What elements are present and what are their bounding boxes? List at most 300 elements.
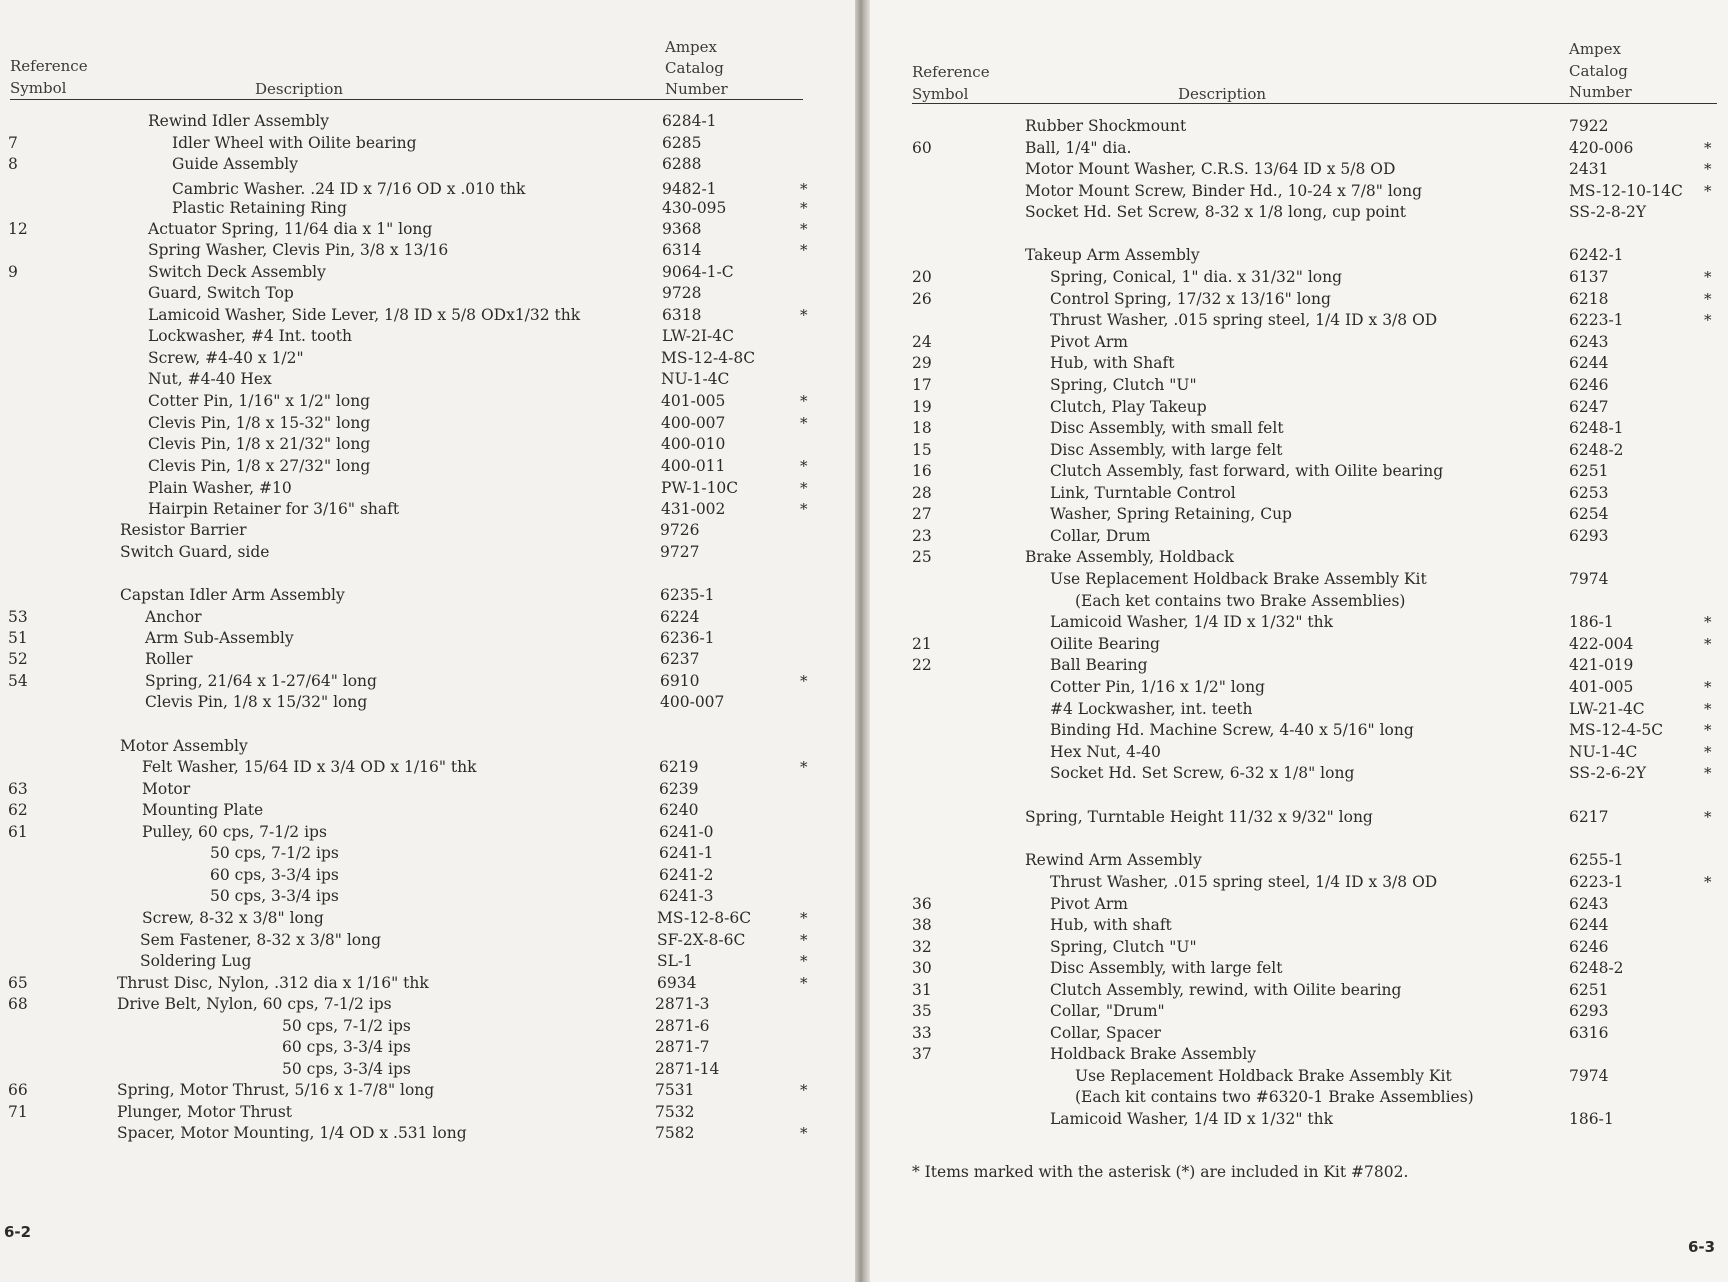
parts-row [0,585,855,606]
part-description: Soldering Lug [140,952,252,970]
parts-row [0,369,855,390]
part-description: Resistor Barrier [120,521,247,539]
catalog-number: 431-002 [661,500,726,518]
catalog-number: 6253 [1569,484,1609,502]
kit-asterisk: * [800,1081,808,1099]
parts-row [870,937,1728,958]
reference-symbol: 25 [912,548,932,566]
catalog-number: 6244 [1569,916,1609,934]
part-description: Screw, #4-40 x 1/2" [148,349,304,367]
reference-symbol: 17 [912,376,932,394]
parts-row [0,951,855,972]
catalog-number: 2871-3 [655,995,710,1013]
part-description: Holdback Brake Assembly [1050,1045,1257,1063]
parts-row [0,520,855,541]
reference-symbol: 32 [912,938,932,956]
part-description: Spring, Clutch "U" [1050,376,1197,394]
reference-symbol: 31 [912,981,932,999]
catalog-number: 6241-3 [659,887,714,905]
part-description: Cotter Pin, 1/16 x 1/2" long [1050,678,1265,696]
kit-asterisk: * [800,952,808,970]
parts-row [870,397,1728,418]
reference-symbol: 66 [8,1081,28,1099]
reference-symbol: 52 [8,650,28,668]
parts-row [0,843,855,864]
catalog-number: 6255-1 [1569,851,1624,869]
part-description: 60 cps, 3-3/4 ips [210,866,339,884]
catalog-number: 6293 [1569,1002,1609,1020]
parts-row [870,245,1728,266]
catalog-number: 401-005 [661,392,726,410]
parts-row [0,478,855,499]
part-description: Plain Washer, #10 [148,479,292,497]
page-number: 6-2 [4,1223,32,1241]
parts-row [870,181,1728,202]
part-description: Clutch Assembly, rewind, with Oilite bearing [1050,981,1402,999]
catalog-number: SF-2X-8-6C [657,931,746,949]
kit-asterisk: * [800,457,808,475]
catalog-number: 6316 [1569,1024,1609,1042]
part-description: Felt Washer, 15/64 ID x 3/4 OD x 1/16" thk [142,758,477,776]
header-symbol: Symbol [10,79,67,97]
part-description: Thrust Washer, .015 spring steel, 1/4 ID x 3/8 OD [1050,311,1438,329]
parts-row [0,154,855,175]
catalog-number: 430-095 [662,199,727,217]
catalog-number: 401-005 [1569,678,1634,696]
part-description: Spacer, Motor Mounting, 1/4 OD x .531 long [117,1124,467,1142]
part-description: 50 cps, 3-3/4 ips [210,887,339,905]
parts-row [0,1102,855,1123]
catalog-number: 6293 [1569,527,1609,545]
parts-row [0,1016,855,1037]
catalog-number: 6247 [1569,398,1609,416]
catalog-number: 7532 [655,1103,695,1121]
kit-asterisk: * [1704,721,1712,739]
part-description: Capstan Idler Arm Assembly [120,586,345,604]
parts-row [0,649,855,670]
reference-symbol: 29 [912,354,932,372]
catalog-number: 6242-1 [1569,246,1624,264]
kit-asterisk: * [1704,160,1712,178]
parts-row [0,391,855,412]
parts-row [0,219,855,240]
part-description: Switch Guard, side [120,543,270,561]
parts-row [870,461,1728,482]
kit-asterisk: * [1704,764,1712,782]
reference-symbol: 51 [8,629,28,647]
catalog-number: 186-1 [1569,1110,1614,1128]
catalog-number: 6246 [1569,376,1609,394]
catalog-number: 6243 [1569,333,1609,351]
kit-asterisk: * [800,479,808,497]
footnote: * Items marked with the asterisk (*) are included in Kit #7802. [912,1163,1409,1181]
parts-row [870,138,1728,159]
part-description: Hub, with Shaft [1050,354,1175,372]
parts-row [870,1044,1728,1065]
part-description: Guard, Switch Top [148,284,294,302]
catalog-number: 9728 [662,284,702,302]
part-description: Spring, 21/64 x 1-27/64" long [145,672,377,690]
parts-row [0,886,855,907]
parts-row [870,1001,1728,1022]
part-description: Socket Hd. Set Screw, 6-32 x 1/8" long [1050,764,1355,782]
parts-row [870,634,1728,655]
reference-symbol: 37 [912,1045,932,1063]
part-description: Binding Hd. Machine Screw, 4-40 x 5/16" long [1050,721,1414,739]
catalog-number: 400-011 [661,457,726,475]
part-description: Disc Assembly, with small felt [1050,419,1284,437]
catalog-number: 9064-1-C [662,263,734,281]
kit-asterisk: * [1704,743,1712,761]
catalog-number: 6237 [660,650,700,668]
catalog-number: 6137 [1569,268,1609,286]
parts-row [870,850,1728,871]
reference-symbol: 27 [912,505,932,523]
part-description: Anchor [145,608,202,626]
catalog-number: 6244 [1569,354,1609,372]
reference-symbol: 54 [8,672,28,690]
part-description: Thrust Disc, Nylon, .312 dia x 1/16" thk [117,974,429,992]
parts-row [870,375,1728,396]
kit-asterisk: * [800,931,808,949]
part-description: Drive Belt, Nylon, 60 cps, 7-1/2 ips [117,995,392,1013]
part-description: Oilite Bearing [1050,635,1160,653]
parts-row [870,547,1728,568]
parts-row [0,973,855,994]
parts-row [870,591,1728,612]
kit-asterisk: * [1704,678,1712,696]
part-description: 50 cps, 3-3/4 ips [282,1060,411,1078]
part-description: Rewind Idler Assembly [148,112,330,130]
kit-asterisk: * [1704,139,1712,157]
kit-asterisk: * [1704,290,1712,308]
parts-row [0,908,855,929]
parts-row [0,348,855,369]
part-description: Arm Sub-Assembly [145,629,294,647]
parts-row [0,499,855,520]
header-number: Number [1569,83,1632,101]
parts-row [870,440,1728,461]
parts-row [870,655,1728,676]
catalog-number: 2871-6 [655,1017,710,1035]
header-ampex: Ampex [1569,40,1621,58]
header-description: Description [255,80,344,98]
parts-row [870,353,1728,374]
reference-symbol: 9 [8,263,18,281]
part-description: Rewind Arm Assembly [1025,851,1202,869]
reference-symbol: 30 [912,959,932,977]
part-description: Spring, Motor Thrust, 5/16 x 1-7/8" long [117,1081,435,1099]
parts-row [0,692,855,713]
parts-row [0,413,855,434]
part-description: Spring, Turntable Height 11/32 x 9/32" long [1025,808,1373,826]
parts-row [0,198,855,219]
header-number: Number [665,80,728,98]
part-description: 50 cps, 7-1/2 ips [282,1017,411,1035]
header-symbol: Symbol [912,85,969,103]
catalog-number: LW-21-4C [1569,700,1645,718]
part-description: 60 cps, 3-3/4 ips [282,1038,411,1056]
part-description: Clevis Pin, 1/8 x 15/32" long [145,693,368,711]
catalog-number: MS-12-10-14C [1569,182,1683,200]
kit-asterisk: * [1704,700,1712,718]
catalog-number: 6910 [660,672,700,690]
parts-row [870,267,1728,288]
right-page [870,0,1728,1282]
parts-row [870,504,1728,525]
reference-symbol: 26 [912,290,932,308]
parts-row [870,980,1728,1001]
catalog-number: MS-12-4-8C [661,349,756,367]
catalog-number: 6241-2 [659,866,714,884]
reference-symbol: 60 [912,139,932,157]
reference-symbol: 36 [912,895,932,913]
header-reference: Reference [10,57,88,75]
parts-row [870,202,1728,223]
header-description: Description [1178,85,1267,103]
catalog-number: 2431 [1569,160,1609,178]
catalog-number: 422-004 [1569,635,1634,653]
header-catalog: Catalog [1569,62,1628,80]
part-description: Disc Assembly, with large felt [1050,441,1283,459]
parts-row [870,159,1728,180]
part-description: Motor Mount Washer, C.R.S. 13/64 ID x 5/8 OD [1025,160,1396,178]
catalog-number: PW-1-10C [661,479,739,497]
kit-asterisk: * [1704,635,1712,653]
header-ampex: Ampex [665,38,717,56]
catalog-number: 2871-7 [655,1038,710,1056]
parts-row [0,822,855,843]
catalog-number: 6248-1 [1569,419,1624,437]
part-description: Screw, 8-32 x 3/8" long [142,909,324,927]
parts-row [870,289,1728,310]
catalog-number: 186-1 [1569,613,1614,631]
part-description: Disc Assembly, with large felt [1050,959,1283,977]
part-description: Hairpin Retainer for 3/16" shaft [148,500,400,518]
part-description: Cotter Pin, 1/16" x 1/2" long [148,392,371,410]
parts-row [870,1066,1728,1087]
parts-row [870,1109,1728,1130]
reference-symbol: 22 [912,656,932,674]
kit-asterisk: * [1704,613,1712,631]
parts-row [870,332,1728,353]
kit-asterisk: * [800,392,808,410]
parts-row [870,807,1728,828]
header-reference: Reference [912,63,990,81]
parts-row [0,1037,855,1058]
parts-row [0,1080,855,1101]
parts-row [0,779,855,800]
reference-symbol: 65 [8,974,28,992]
part-description: Clevis Pin, 1/8 x 21/32" long [148,435,371,453]
reference-symbol: 24 [912,333,932,351]
part-description: Clevis Pin, 1/8 x 15-32" long [148,414,371,432]
reference-symbol: 33 [912,1024,932,1042]
parts-row [870,720,1728,741]
kit-asterisk: * [1704,311,1712,329]
parts-row [870,483,1728,504]
catalog-number: LW-2I-4C [662,327,734,345]
catalog-number: 6223-1 [1569,311,1624,329]
reference-symbol: 18 [912,419,932,437]
book-gutter [855,0,870,1282]
kit-asterisk: * [800,180,808,198]
parts-row [0,262,855,283]
parts-row [0,456,855,477]
catalog-number: 6241-1 [659,844,714,862]
reference-symbol: 53 [8,608,28,626]
part-description: Lockwasher, #4 Int. tooth [148,327,352,345]
catalog-number: 6219 [659,758,699,776]
kit-asterisk: * [800,672,808,690]
parts-row [870,526,1728,547]
parts-row [0,865,855,886]
parts-row [0,800,855,821]
part-description: Guide Assembly [172,155,298,173]
catalog-number: 6314 [662,241,702,259]
catalog-number: 7974 [1569,1067,1609,1085]
reference-symbol: 35 [912,1002,932,1020]
catalog-number: 6934 [657,974,697,992]
catalog-number: 421-019 [1569,656,1634,674]
catalog-number: NU-1-4C [1569,743,1638,761]
parts-row [870,116,1728,137]
catalog-number: SS-2-8-2Y [1569,203,1647,221]
parts-row [0,542,855,563]
part-description: Collar, Drum [1050,527,1151,545]
catalog-number: 6248-2 [1569,959,1624,977]
part-description: Use Replacement Holdback Brake Assembly Kit [1075,1067,1452,1085]
part-description: Switch Deck Assembly [148,263,326,281]
part-description: Clutch, Play Takeup [1050,398,1207,416]
part-description: Plunger, Motor Thrust [117,1103,293,1121]
parts-row [0,133,855,154]
catalog-number: 6288 [662,155,702,173]
part-description: Collar, Spacer [1050,1024,1161,1042]
catalog-number: 420-006 [1569,139,1634,157]
catalog-number: 6251 [1569,981,1609,999]
header-catalog: Catalog [665,59,724,77]
kit-asterisk: * [800,241,808,259]
parts-row [0,111,855,132]
part-description: Ball, 1/4" dia. [1025,139,1132,157]
part-description: (Each kit contains two #6320-1 Brake Assemblies) [1075,1088,1474,1106]
reference-symbol: 61 [8,823,28,841]
part-description: Spring Washer, Clevis Pin, 3/8 x 13/16 [148,241,449,259]
part-description: Motor Mount Screw, Binder Hd., 10-24 x 7/8" long [1025,182,1423,200]
parts-row [0,930,855,951]
catalog-number: 6223-1 [1569,873,1624,891]
catalog-number: MS-12-4-5C [1569,721,1664,739]
catalog-number: 6240 [659,801,699,819]
catalog-number: 7531 [655,1081,695,1099]
part-description: Idler Wheel with Oilite bearing [172,134,417,152]
parts-row [0,1059,855,1080]
part-description: Hub, with shaft [1050,916,1172,934]
catalog-number: 6235-1 [660,586,715,604]
reference-symbol: 8 [8,155,18,173]
reference-symbol: 15 [912,441,932,459]
reference-symbol: 63 [8,780,28,798]
parts-row [0,434,855,455]
left-page [0,0,855,1282]
reference-symbol: 23 [912,527,932,545]
part-description: Thrust Washer, .015 spring steel, 1/4 ID x 3/8 OD [1050,873,1438,891]
catalog-number: 6246 [1569,938,1609,956]
catalog-number: MS-12-8-6C [657,909,752,927]
kit-asterisk: * [1704,808,1712,826]
parts-row [0,240,855,261]
part-description: #4 Lockwasher, int. teeth [1050,700,1253,718]
part-description: Socket Hd. Set Screw, 8-32 x 1/8 long, cup point [1025,203,1407,221]
parts-row [0,628,855,649]
parts-row [870,763,1728,784]
kit-asterisk: * [1704,182,1712,200]
part-description: Cambric Washer. .24 ID x 7/16 OD x .010 thk [172,180,526,198]
parts-row [0,305,855,326]
catalog-number: 9726 [660,521,700,539]
parts-row [870,742,1728,763]
reference-symbol: 19 [912,398,932,416]
catalog-number: 400-010 [661,435,726,453]
catalog-number: 6239 [659,780,699,798]
part-description: Lamicoid Washer, 1/4 ID x 1/32" thk [1050,1110,1333,1128]
kit-asterisk: * [800,758,808,776]
parts-row [870,1087,1728,1108]
part-description: Use Replacement Holdback Brake Assembly Kit [1050,570,1427,588]
reference-symbol: 71 [8,1103,28,1121]
parts-row [870,1023,1728,1044]
part-description: Nut, #4-40 Hex [148,370,272,388]
header-rule [10,99,803,100]
parts-row [870,894,1728,915]
part-description: Plastic Retaining Ring [172,199,347,217]
part-description: Ball Bearing [1050,656,1148,674]
part-description: Clevis Pin, 1/8 x 27/32" long [148,457,371,475]
kit-asterisk: * [800,500,808,518]
part-description: Control Spring, 17/32 x 13/16" long [1050,290,1331,308]
part-description: Pivot Arm [1050,895,1128,913]
parts-row [0,326,855,347]
parts-row [0,607,855,628]
catalog-number: NU-1-4C [661,370,730,388]
catalog-number: 6241-0 [659,823,714,841]
part-description: Lamicoid Washer, Side Lever, 1/8 ID x 5/8 ODx1/32 thk [148,306,581,324]
catalog-number: 6248-2 [1569,441,1624,459]
parts-row [0,283,855,304]
catalog-number: 9368 [662,220,702,238]
catalog-number: 6217 [1569,808,1609,826]
reference-symbol: 20 [912,268,932,286]
part-description: Lamicoid Washer, 1/4 ID x 1/32" thk [1050,613,1333,631]
catalog-number: 6251 [1569,462,1609,480]
part-description: Collar, "Drum" [1050,1002,1165,1020]
parts-row [0,757,855,778]
kit-asterisk: * [800,199,808,217]
reference-symbol: 7 [8,134,18,152]
part-description: Sem Fastener, 8-32 x 3/8" long [140,931,382,949]
parts-row [0,671,855,692]
part-description: Clutch Assembly, fast forward, with Oilite bearing [1050,462,1444,480]
catalog-number: 6284-1 [662,112,717,130]
parts-row [0,994,855,1015]
part-description: Motor [142,780,191,798]
catalog-number: 6243 [1569,895,1609,913]
parts-row [870,872,1728,893]
part-description: Actuator Spring, 11/64 dia x 1" long [148,220,433,238]
catalog-number: 7582 [655,1124,695,1142]
part-description: Link, Turntable Control [1050,484,1236,502]
